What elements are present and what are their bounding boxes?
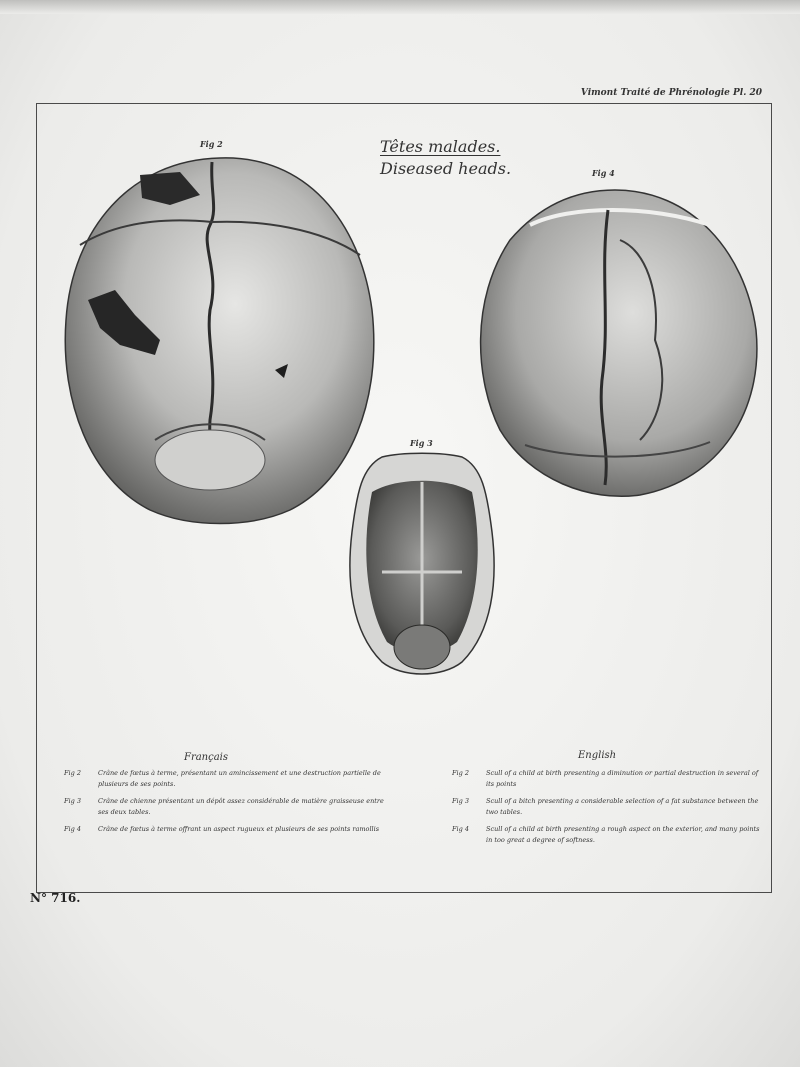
legend-french bbox=[64, 768, 394, 841]
fig-3-skull-illustration bbox=[342, 452, 502, 682]
plate-title-english: Diseased heads. bbox=[380, 159, 512, 178]
scan-edge bbox=[0, 0, 800, 14]
fig-4-label: Fig 4 bbox=[592, 168, 615, 178]
legend-english-item: Fig 2 Scull of a child at birth presenting a diminution or partial destruction in several of its points bbox=[452, 769, 759, 788]
legend-french-item: Fig 2 Crâne de fœtus à terme, présentant un amincissement et une destruction partielle de plusieurs de ses points. bbox=[64, 769, 381, 788]
plate-title-french: Têtes malades. bbox=[380, 137, 501, 156]
plate-title bbox=[380, 136, 530, 180]
legend-french-item: Fig 3 Crâne de chienne présentant un dépôt assez considérable de matière graisseuse entre ses deux tables. bbox=[64, 797, 384, 816]
legend-french-item: Fig 4 Crâne de fœtus à terme offrant un aspect rugueux et plusieurs de ses points ramollis bbox=[64, 825, 380, 833]
fig-2-skull-illustration bbox=[60, 150, 380, 530]
fig-4-skull-illustration bbox=[470, 180, 760, 500]
legend-english-title: English bbox=[578, 750, 617, 761]
fig-3-label: Fig 3 bbox=[410, 438, 433, 448]
plate-number: N° 716. bbox=[30, 891, 81, 905]
legend-english-item: Fig 3 Scull of a bitch presenting a considerable selection of a fat substance between the two tables. bbox=[452, 797, 759, 816]
running-header: Vimont Traité de Phrénologie Pl. 20 bbox=[580, 88, 762, 98]
legend-french-title: Français bbox=[184, 752, 229, 763]
legend-english bbox=[452, 768, 762, 852]
legend-english-item: Fig 4 Scull of a child at birth presenting a rough aspect on the exterior, and many points in too great a degree of softness. bbox=[452, 825, 760, 844]
fig-2-label: Fig 2 bbox=[200, 139, 223, 149]
